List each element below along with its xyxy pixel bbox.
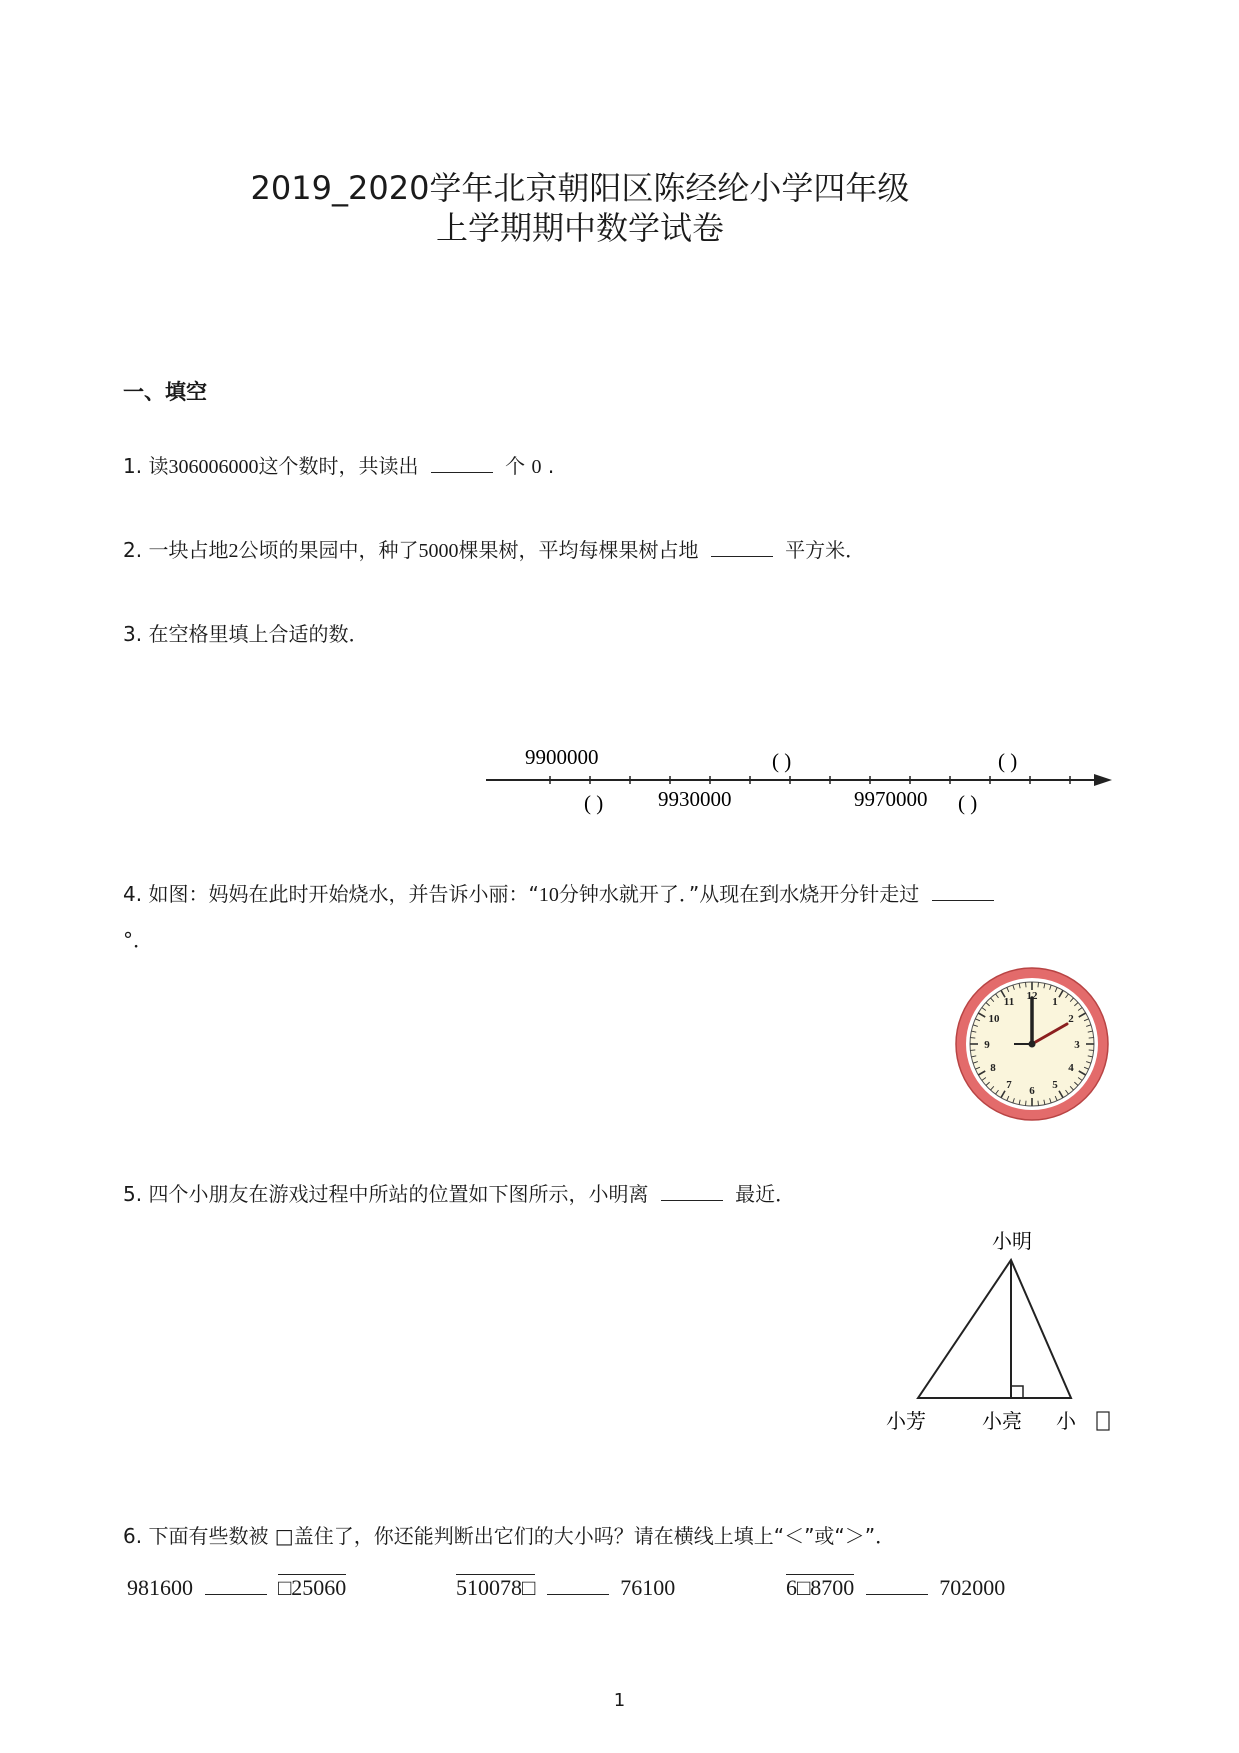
missing-glyph-box — [1097, 1412, 1109, 1430]
q1-number: 306006000 — [168, 456, 259, 478]
triangle — [918, 1260, 1071, 1398]
compare-blank-2[interactable] — [547, 1574, 609, 1595]
compare-right: □25060 — [278, 1575, 347, 1600]
q2-num: 2. — [123, 538, 143, 562]
q5-text: 四个小朋友在游戏过程中所站的位置如下图所示，小明离 — [148, 1182, 649, 1206]
clock-numeral: 12 — [1026, 990, 1038, 1002]
question-4 — [123, 880, 1000, 909]
compare-blank-3[interactable] — [866, 1574, 928, 1595]
q2-n2: 5000 — [418, 540, 459, 562]
compare-left: 510078□ — [456, 1575, 536, 1600]
clock-tick — [970, 1050, 975, 1051]
section-heading: 一、填空 — [123, 380, 207, 404]
clock-numeral: 5 — [1052, 1079, 1058, 1091]
q2-t1: 公顷的果园中，种了 — [238, 538, 419, 562]
nl-bottom-label-1[interactable]: ( ) — [584, 791, 604, 815]
clock-center — [1029, 1041, 1036, 1048]
clock-numeral: 6 — [1029, 1085, 1035, 1097]
clock-numeral: 4 — [1068, 1062, 1074, 1074]
question-5 — [123, 1180, 795, 1208]
question-1 — [123, 452, 554, 481]
compare-pair-3 — [786, 1574, 1005, 1601]
page-title-line2: 上学期期中数学试卷 — [435, 209, 724, 247]
nl-bottom-label-4[interactable]: ( ) — [958, 791, 978, 815]
q2-t2: 棵果树，平均每棵果树占地 — [458, 538, 699, 562]
compare-right: 702000 — [939, 1575, 1006, 1600]
q1-post: 个 — [505, 454, 526, 478]
clock-tick — [1089, 1050, 1094, 1051]
q5-answer-blank[interactable] — [661, 1180, 723, 1201]
label-xiaoming: 小明 — [992, 1229, 1032, 1253]
clock-tick — [1026, 982, 1027, 987]
clock-tick — [970, 1038, 975, 1039]
q5-num: 5. — [123, 1182, 143, 1206]
compare-pair-1 — [127, 1574, 346, 1601]
label-xiaoliang: 小亮 — [982, 1409, 1022, 1433]
q3-text: 在空格里填上合适的数． — [148, 622, 369, 646]
clock-tick — [1026, 1101, 1027, 1106]
nl-top-label-1: 9900000 — [525, 745, 599, 769]
nl-top-label-3[interactable]: ( ) — [998, 749, 1018, 773]
clock — [952, 964, 1112, 1124]
number-line — [480, 740, 1120, 830]
q1-mid: 这个数时，共读出 — [258, 454, 419, 478]
clock-numeral: 9 — [984, 1039, 990, 1051]
label-xiaofang: 小芳 — [886, 1409, 926, 1433]
q1-pre: 读 — [148, 454, 169, 478]
q2-post: 平方米． — [785, 538, 866, 562]
q2-answer-blank[interactable] — [711, 536, 773, 557]
nl-bottom-label-3: 9970000 — [854, 787, 928, 811]
q6-num: 6. — [123, 1524, 143, 1548]
question-3 — [123, 620, 368, 648]
page-title-line1: 2019_2020学年北京朝阳区陈经纶小学四年级 — [250, 169, 910, 207]
q2-n1: 2 — [228, 540, 239, 562]
compare-left: 6□8700 — [786, 1575, 855, 1600]
compare-right: 76100 — [620, 1575, 676, 1600]
arrow-head — [1094, 774, 1112, 786]
q4-answer-blank[interactable] — [932, 880, 994, 901]
question-6 — [123, 1522, 895, 1550]
question-2 — [123, 536, 865, 565]
q1-answer-blank[interactable] — [431, 452, 493, 473]
q4-num: 4. — [123, 882, 143, 906]
clock-numeral: 8 — [990, 1062, 996, 1074]
q5-post: 最近． — [735, 1182, 796, 1206]
q4-end: °． — [123, 928, 153, 952]
q1-zero: 0 — [531, 456, 542, 478]
compare-blank-1[interactable] — [205, 1574, 267, 1595]
q1-end: . — [547, 454, 555, 478]
nl-top-label-2[interactable]: ( ) — [772, 749, 792, 773]
clock-numeral: 1 — [1052, 996, 1058, 1008]
nl-bottom-label-2: 9930000 — [658, 787, 732, 811]
clock-tick — [1038, 1101, 1039, 1106]
q4-text2: 分钟水就开了．”从现在到水烧开分针走过 — [558, 882, 920, 906]
clock-tick — [1038, 982, 1039, 987]
triangle-figure — [820, 1228, 1120, 1468]
q4-text: 如图：妈妈在此时开始烧水，并告诉小丽：“ — [148, 882, 539, 906]
q3-num: 3. — [123, 622, 143, 646]
clock-numeral: 2 — [1068, 1013, 1074, 1025]
clock-numeral: 3 — [1074, 1039, 1080, 1051]
q6-text: 下面有些数被 □盖住了，你还能判断出它们的大小吗？请在横线上填上“＜”或“＞”． — [148, 1524, 896, 1548]
clock-numeral: 11 — [1003, 996, 1015, 1008]
q2-pre: 一块占地 — [148, 538, 229, 562]
q1-num: 1. — [123, 454, 143, 478]
compare-left: 981600 — [127, 1575, 193, 1600]
clock-tick — [1089, 1038, 1094, 1039]
label-xiao-unknown: 小 — [1056, 1409, 1076, 1433]
page-number: 1 — [613, 1690, 626, 1711]
compare-pair-2 — [456, 1574, 675, 1601]
clock-numeral: 7 — [1006, 1079, 1012, 1091]
q4-n: 10 — [538, 884, 559, 906]
right-angle-mark — [1011, 1386, 1023, 1398]
clock-numeral: 10 — [988, 1013, 1000, 1025]
